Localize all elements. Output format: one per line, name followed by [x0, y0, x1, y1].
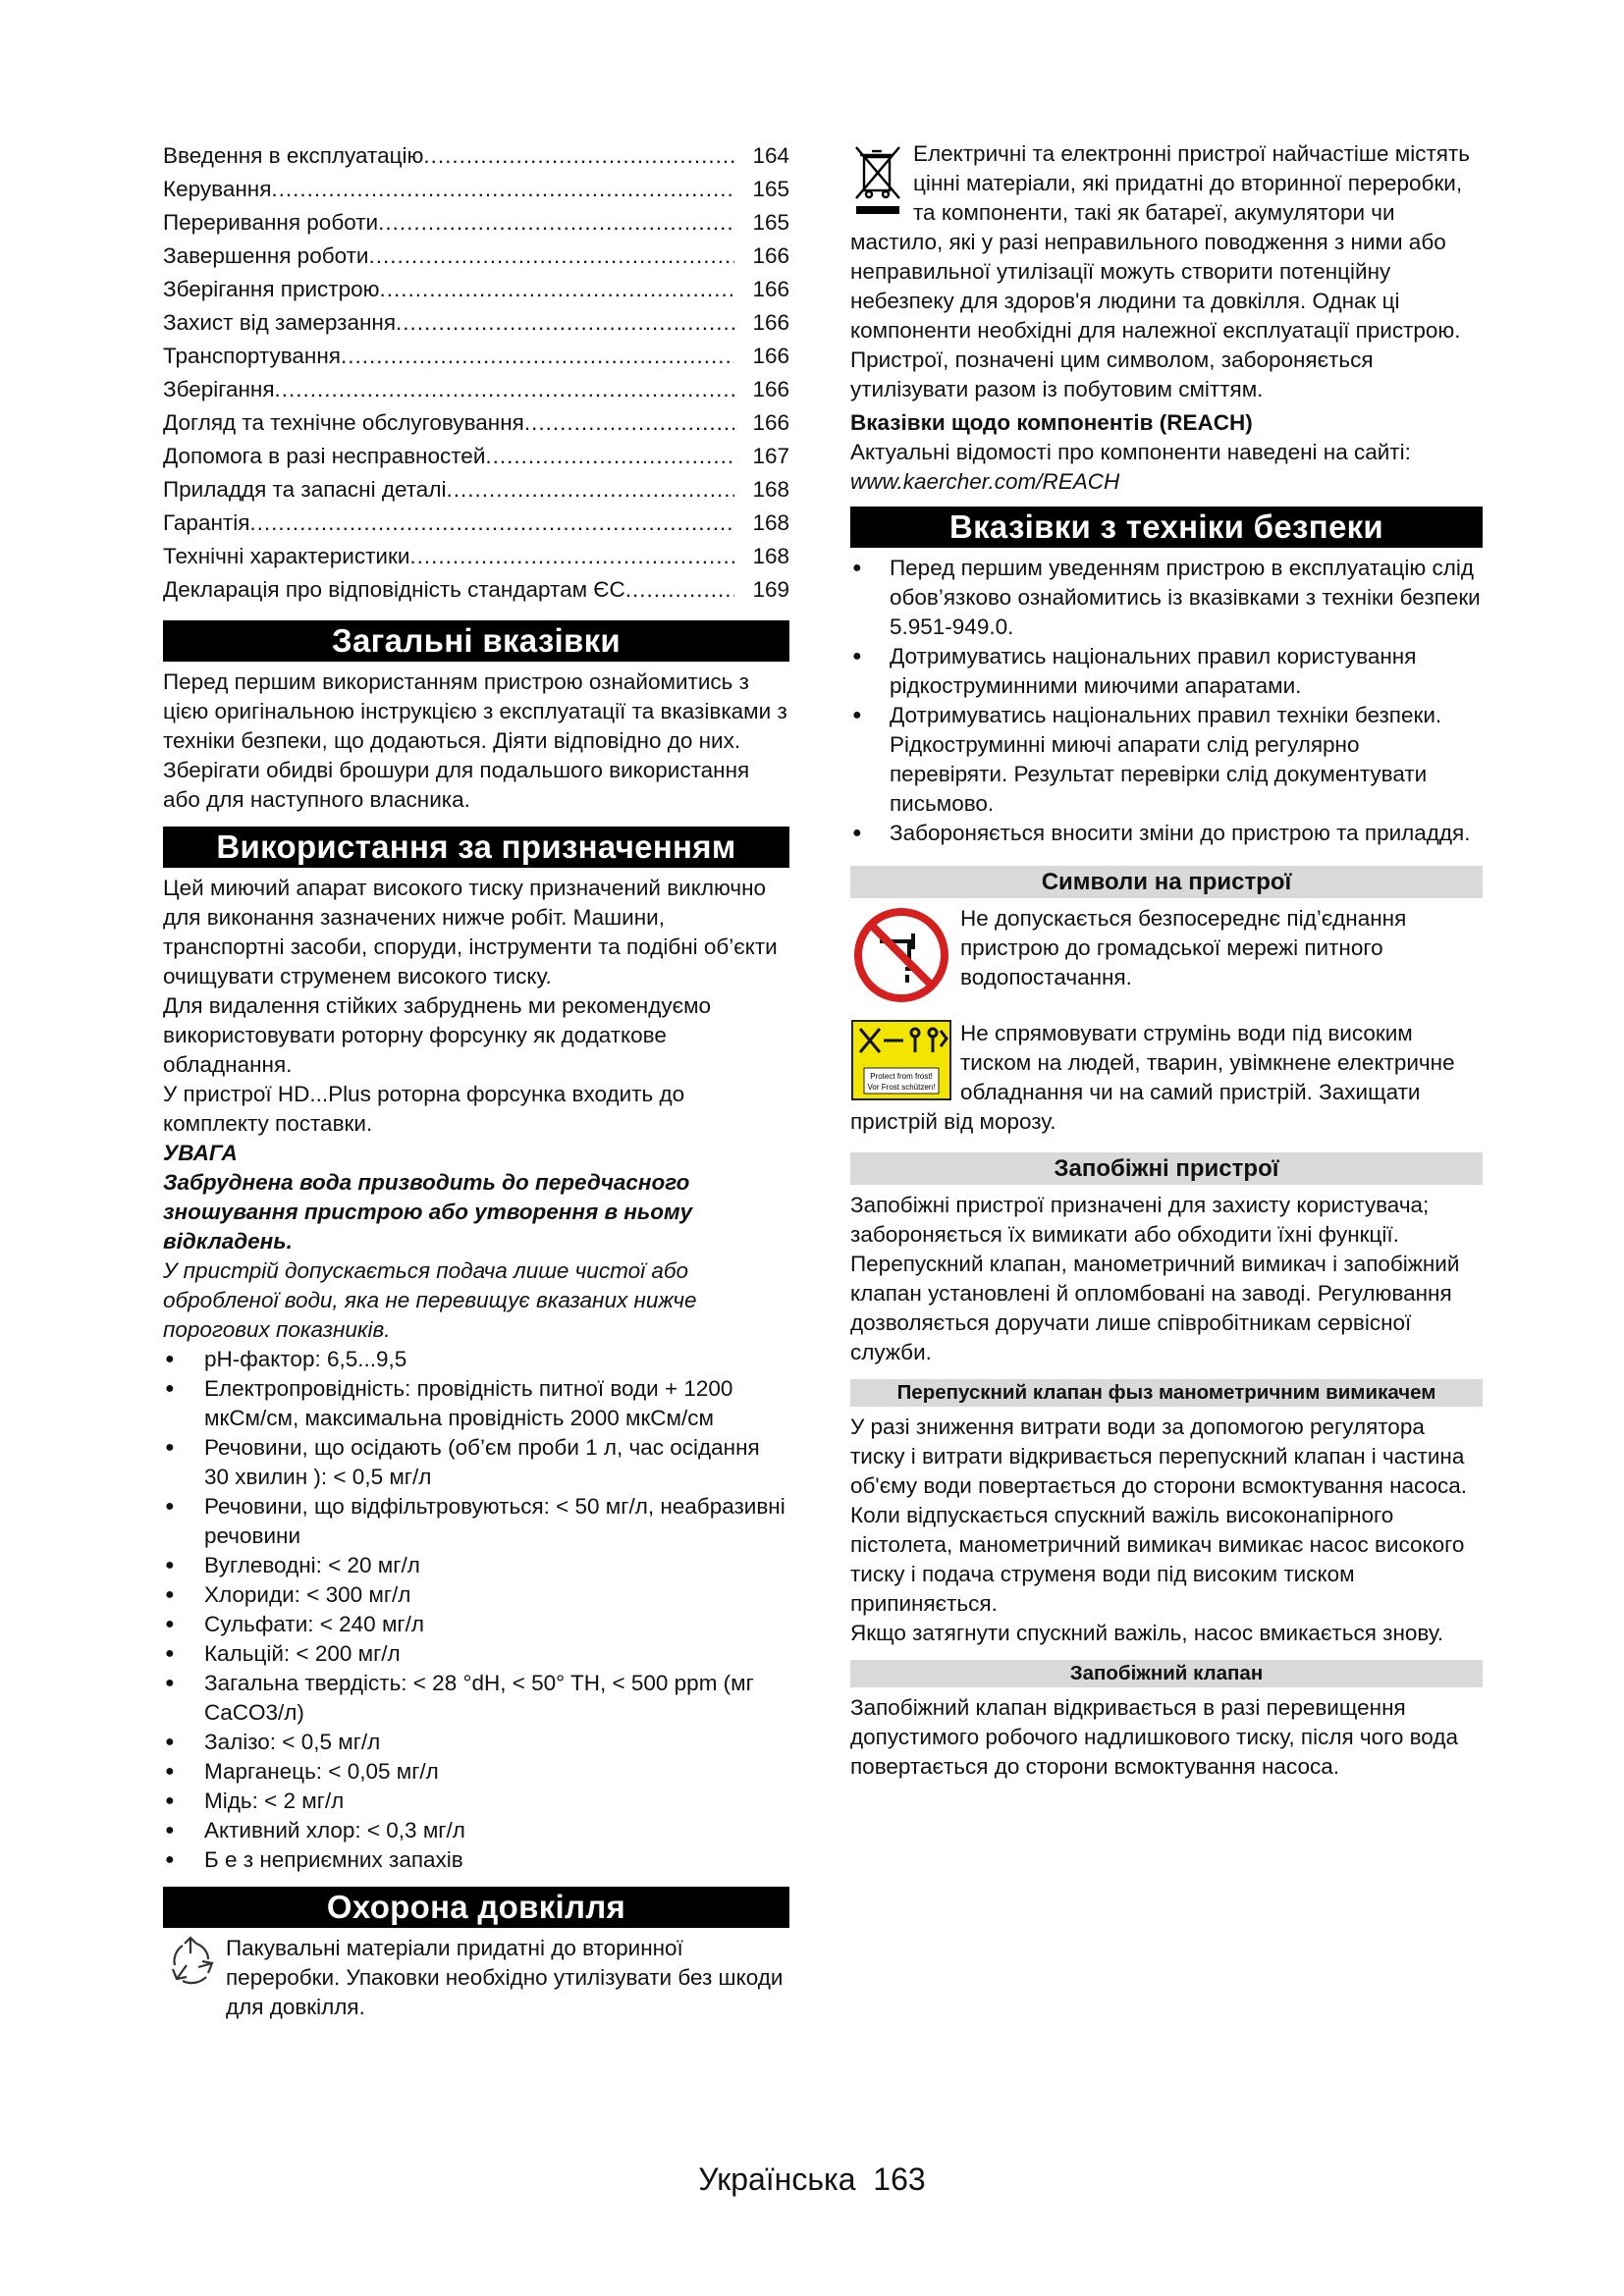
list-item: ● pH-фактор: 6,5...9,5 [163, 1345, 789, 1374]
list-item: ● Сульфати: < 240 мг/л [163, 1610, 789, 1639]
safety-devices-heading: Запобіжні пристрої [850, 1152, 1483, 1185]
symbol-item [850, 904, 1483, 1011]
list-item: ● Б е з неприємних запахів [163, 1845, 789, 1875]
general-paragraph: Перед першим використанням пристрою ознайомитись з цією оригінальною інструкцією з експлуатації та вказівками з техніки безпеки, що додаються. Діяти відповідно до них. [163, 669, 787, 753]
toc-row[interactable]: Керування ..... 165 [163, 173, 789, 206]
toc-row[interactable]: Введення в експлуатацію ..... 164 [163, 139, 789, 173]
list-item: ● Дотримуватись національних правил користування рідкоструминними миючими апаратами. [850, 642, 1483, 701]
list-item: ● Вуглеводні: < 20 мг/л [163, 1551, 789, 1580]
list-item: ● Кальцій: < 200 мг/л [163, 1639, 789, 1669]
usage-heading: Використання за призначенням [163, 827, 789, 868]
list-item: ● Електропровідність: провідність питної води + 1200 мкСм/см, максимальна провідність 2000 мкСм/см [163, 1374, 789, 1433]
bypass-heading: Перепускний клапан фыз манометричним вимикачем [850, 1379, 1483, 1407]
toc-row[interactable]: Переривання роботи ..... 165 [163, 206, 789, 240]
toc-row[interactable]: Допомога в разі несправностей ..... 167 [163, 440, 789, 473]
toc-row[interactable]: Гарантія ..... 168 [163, 507, 789, 540]
list-item: ● Загальна твердість: < 28 °dH, < 50° TH, < 500 ppm (мг CaCO3/л) [163, 1669, 789, 1728]
warning-label: УВАГА [163, 1141, 238, 1165]
toc-row[interactable]: Зберігання пристрою ..... 166 [163, 273, 789, 306]
toc-row[interactable]: Завершення роботи ..... 166 [163, 240, 789, 273]
toc-row[interactable]: Захист від замерзання ..... 166 [163, 306, 789, 340]
page-number: 163 [873, 2162, 926, 2197]
list-item: ● Хлориди: < 300 мг/л [163, 1580, 789, 1610]
toc-row[interactable]: Декларація про відповідність стандартам ЄС ..... 169 [163, 573, 789, 607]
warning-jet-frost-icon [850, 1019, 952, 1106]
reach-link[interactable]: www.kaercher.com/REACH [850, 469, 1120, 494]
packaging-note [163, 1934, 789, 2022]
warning-text: Забруднена вода призводить до передчасного зношування пристрою або утворення в ньому відкладень. [163, 1170, 693, 1254]
list-item: ● Дотримуватись національних правил техніки безпеки. Рідкоструминні миючі апарати слід регулярно перевіряти. Результат перевірки слід документувати письмово. [850, 701, 1483, 819]
list-item: ● Марганець: < 0,05 мг/л [163, 1757, 789, 1787]
packaging-text: Пакувальні матеріали придатні до вторинної переробки. Упаковки необхідно утилізувати без шкоди для довкілля. [226, 1936, 784, 2019]
toc-row[interactable]: Зберігання ..... 166 [163, 373, 789, 406]
svg-text:Vor Frost schützen!: Vor Frost schützen! [867, 1083, 936, 1092]
toc-row[interactable]: Догляд та технічне обслуговування ..... 166 [163, 406, 789, 440]
list-item: ● Забороняється вносити зміни до пристрою та приладдя. [850, 819, 1483, 848]
toc-row[interactable]: Технічні характеристики ..... 168 [163, 540, 789, 573]
bypass-paragraph: Якщо затягнути спускний важіль, насос вмикається знову. [850, 1621, 1444, 1645]
recycle-icon [163, 1934, 218, 1994]
svg-text:Protect from frost!: Protect from frost! [870, 1072, 933, 1081]
water-note: У пристрій допускається подача лише чистої або обробленої води, яка не перевищує вказаних нижче порогових показників. [163, 1258, 697, 1342]
usage-paragraph: У пристрої HD...Plus роторна форсунка входить до комплекту поставки. [163, 1082, 685, 1136]
water-limits-list [163, 1345, 789, 1875]
safety-list [850, 554, 1483, 848]
page-footer [0, 2160, 1624, 2199]
usage-paragraph: Для видалення стійких забруднень ми рекомендуємо використовувати роторну форсунку як додаткове обладнання. [163, 993, 712, 1077]
list-item: ● Перед першим уведенням пристрою в експлуатацію слід обов’язково ознайомитись із вказівками з техніки безпеки 5.951-949.0. [850, 554, 1483, 642]
symbols-heading: Символи на пристрої [850, 866, 1483, 898]
general-paragraph: Зберігати обидві брошури для подальшого використання або для наступного власника. [163, 758, 750, 812]
list-item: ● Речовини, що відфільтровуються: < 50 мг/л, неабразивні речовини [163, 1492, 789, 1551]
right-column [850, 139, 1483, 1782]
relief-valve-paragraph: Запобіжний клапан відкривається в разі перевищення допустимого робочого надлишкового тиску, після чого вода повертається до сторони всмоктування насоса. [850, 1695, 1458, 1779]
list-item: ● Активний хлор: < 0,3 мг/л [163, 1816, 789, 1845]
electronics-note [850, 139, 1483, 404]
safety-devices-paragraph: Перепускний клапан, манометричний вимикач і запобіжний клапан установлені й опломбовані на заводі. Регулювання дозволяється доручати лише співробітникам сервісної служби. [850, 1252, 1460, 1364]
bypass-paragraph: У разі зниження витрати води за допомогою регулятора тиску і витрати відкривається перепускний клапан і частина об'єму води повертається до сторони всмоктування насоса. [850, 1415, 1468, 1498]
general-heading: Загальні вказівки [163, 620, 789, 662]
safety-heading: Вказівки з техніки безпеки [850, 507, 1483, 548]
bypass-paragraph: Коли відпускається спускний важіль високонапірного пістолета, манометричний вимикач вимикає насос високого тиску і подача струменя води під високим тиском припиняється. [850, 1503, 1465, 1616]
no-drinking-water-connection-icon [850, 904, 952, 1011]
footer-language: Українська [698, 2162, 856, 2197]
safety-devices-paragraph: Запобіжні пристрої призначені для захисту користувача; забороняється їх вимикати або обходити їхні функції. [850, 1193, 1430, 1247]
list-item: ● Речовини, що осідають (об’єм проби 1 л, час осідання 30 хвилин ): < 0,5 мг/л [163, 1433, 789, 1492]
usage-paragraph: Цей миючий апарат високого тиску призначений виключно для виконання зазначених нижче робіт. Машини, транспортні засоби, споруди, інструменти та подібні об’єкти очищувати струменем високого тиску. [163, 876, 778, 988]
electronics-text: Електричні та електронні пристрої найчастіше містять цінні матеріали, які придатні до вторинної переробки, та компоненти, такі як батареї, акумулятори чи мастило, які у разі неправильного поводження з ними або неправильної утилізації можуть створити потенційну небезпеку для здоров'я людини та довкілля. Однак ці компоненти необхідні для належної експлуатації пристрою. Пристрої, позначені цим символом, забороняється утилізувати разом із побутовим сміттям. [850, 141, 1470, 401]
symbol-text: Не спрямовувати струмінь води під високим тиском на людей, тварин, увімкнене електричне обладнання чи на самий пристрій. Захищати пристрій від морозу. [850, 1021, 1455, 1134]
list-item: ● Залізо: < 0,5 мг/л [163, 1728, 789, 1757]
table-of-contents [163, 139, 789, 607]
environment-heading: Охорона довкілля [163, 1887, 789, 1928]
toc-row[interactable]: Приладдя та запасні деталі ..... 168 [163, 473, 789, 507]
crossed-bin-icon [850, 143, 905, 227]
relief-valve-heading: Запобіжний клапан [850, 1660, 1483, 1687]
toc-row[interactable]: Транспортування ..... 166 [163, 340, 789, 373]
left-column [163, 139, 789, 2022]
reach-text: Актуальні відомості про компоненти наведені на сайті: www.kaercher.com/REACH [850, 440, 1411, 494]
list-item: ● Мідь: < 2 мг/л [163, 1787, 789, 1816]
reach-title: Вказівки щодо компонентів (REACH) [850, 410, 1253, 435]
symbol-item [850, 1019, 1483, 1137]
symbol-text: Не допускається безпосереднє під’єднання пристрою до громадської мережі питного водопостачання. [960, 906, 1407, 989]
